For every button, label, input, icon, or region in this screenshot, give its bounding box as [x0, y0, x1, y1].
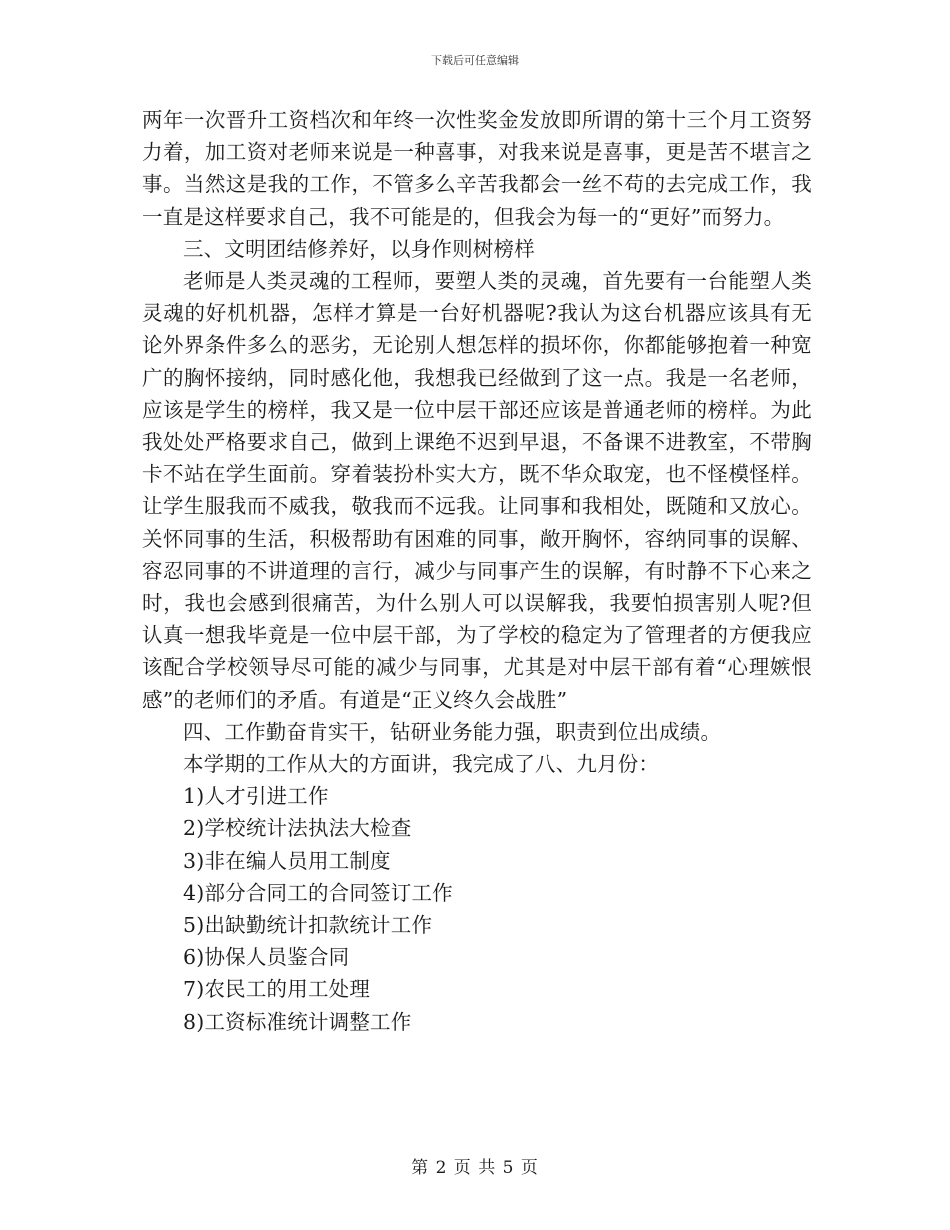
paragraph-3: 老师是人类灵魂的工程师，要塑人类的灵魂，首先要有一台能塑人类灵魂的好机机器，怎样才算是一台好机器呢?我认为这台机器应该具有无论外界条件多么的恶劣，无论别人想怎样的损坏你，你都能够抱着一种宽广的胸怀接纳，同时感化他，我想我已经做到了这一点。我是一名老师，应该是学生的榜样，我又是一位中层干部还应该是普通老师的榜样。为此我处处严格要求自己，做到上课绝不迟到早退，不备课不进教室，不带胸卡不站在学生面前。穿着装扮朴实大方，既不华众取宠，也不怪模怪样。让学生服我而不威我，敬我而不远我。让同事和我相处，既随和又放心。关怀同事的生活，积极帮助有困难的同事，敞开胸怀，容纳同事的误解、容忍同事的不讲道理的言行，减少与同事产生的误解，有时静不下心来之时，我也会感到很痛苦，为什么别人可以误解我，我要怕损害别人呢?但认真一想我毕竟是一位中层干部，为了学校的稳定为了管理者的方便我应该配合学校领导尽可能的减少与同事，尤其是对中层干部有着“心理嫉恨感”的老师们的矛盾。有道是“正义终久会战胜”	[142, 269, 812, 712]
page-footer: 第 2 页 共 5 页	[411, 1158, 539, 1178]
section-heading-3: 三、文明团结修养好，以身作则树榜样	[183, 236, 535, 261]
section-heading-4: 四、工作勤奋肯实干，钻研业务能力强，职责到位出成绩。	[183, 719, 722, 744]
page-header: 下载后可任意编辑	[431, 54, 519, 67]
list-item-1: 1)人才引进工作	[183, 784, 329, 809]
list-item-3: 3)非在编人员用工制度	[183, 848, 391, 873]
list-item-5: 5)出缺勤统计扣款统计工作	[183, 913, 433, 938]
list-item-7: 7)农民工的用工处理	[183, 977, 371, 1002]
list-item-4: 4)部分合同工的合同签订工作	[183, 880, 453, 905]
document-body	[142, 104, 812, 1038]
list-item-2: 2)学校统计法执法大检查	[183, 816, 412, 841]
list-item-8: 8)工资标准统计调整工作	[183, 1009, 412, 1034]
paragraph-intro-4: 本学期的工作从大的方面讲，我完成了八、九月份：	[183, 752, 660, 777]
paragraph-continued: 两年一次晋升工资档次和年终一次性奖金发放即所谓的第十三个月工资努力着，加工资对老师来说是一种喜事，对我来说是喜事，更是苦不堪言之事。当然这是我的工作，不管多么辛苦我都会一丝不苟的去完成工作，我一直是这样要求自己，我不可能是的，但我会为每一的“更好”而努力。	[142, 108, 812, 229]
list-item-6: 6)协保人员鉴合同	[183, 945, 350, 970]
